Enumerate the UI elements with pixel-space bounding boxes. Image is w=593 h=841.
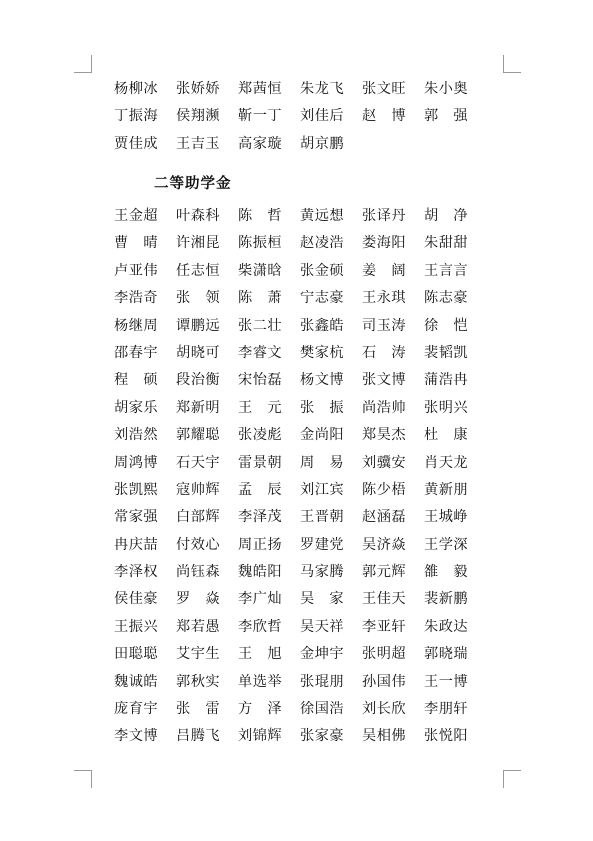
crop-mark-bottom-left-vertical [91, 770, 92, 788]
name-entry: 黄新朋 [424, 481, 469, 498]
name-entry: 张 雷 [176, 701, 221, 718]
crop-mark-bottom-right-vertical [503, 770, 504, 788]
name-entry: 王学深 [424, 536, 469, 553]
name-entry: 杨继周 [114, 317, 159, 334]
first-name-list [114, 76, 484, 158]
name-entry: 张 振 [300, 399, 345, 416]
second-prize-name-list [114, 203, 484, 751]
name-entry: 郭 强 [424, 108, 469, 125]
name-entry: 娄海阳 [362, 235, 407, 252]
name-entry: 陈少梧 [362, 481, 407, 498]
name-entry: 张金硕 [300, 262, 345, 279]
name-entry: 张二壮 [238, 317, 283, 334]
crop-mark-bottom-left-horizontal [74, 770, 92, 771]
name-entry: 张凌彪 [238, 427, 283, 444]
name-entry: 单选举 [238, 673, 283, 690]
name-entry: 王永琪 [362, 290, 407, 307]
name-entry: 吴 家 [300, 591, 345, 608]
name-entry: 裴韬凯 [424, 344, 469, 361]
name-entry: 郭晓瑞 [424, 646, 469, 663]
name-entry: 裴新鹏 [424, 591, 469, 608]
name-entry: 胡京鹏 [300, 135, 345, 152]
name-entry: 张娇娇 [176, 81, 221, 97]
name-entry: 宁志豪 [300, 290, 345, 307]
name-entry: 郑新明 [176, 399, 221, 416]
name-entry: 蒲浩冉 [424, 372, 469, 389]
name-entry: 杜 康 [424, 427, 469, 444]
name-entry: 孙国伟 [362, 673, 407, 690]
name-entry: 张家豪 [300, 728, 345, 745]
name-entry: 张凯熙 [114, 481, 159, 498]
name-entry: 赵 博 [362, 108, 407, 125]
second-prize-heading: 二等助学金 [154, 176, 232, 192]
name-entry: 郑昊杰 [362, 427, 407, 444]
name-entry: 李广灿 [238, 591, 283, 608]
name-entry: 陈振桓 [238, 235, 283, 252]
name-entry: 柴潇晗 [238, 262, 283, 279]
name-entry: 张悦阳 [424, 728, 469, 745]
name-entry: 刘长欣 [362, 701, 407, 718]
name-entry: 王佳天 [362, 591, 407, 608]
name-entry: 周 易 [300, 454, 345, 471]
name-entry: 张文博 [362, 372, 407, 389]
name-entry: 王城峥 [424, 509, 469, 526]
name-entry: 陈 哲 [238, 208, 283, 224]
name-entry: 司玉涛 [362, 317, 407, 334]
crop-mark-top-right-horizontal [503, 72, 521, 73]
name-entry: 常家强 [114, 509, 159, 526]
name-entry: 许湘昆 [176, 235, 221, 252]
name-entry: 尚浩帅 [362, 399, 407, 416]
name-entry: 刘江宾 [300, 481, 345, 498]
name-entry: 任志恒 [176, 262, 221, 279]
name-entry: 王 元 [238, 399, 283, 416]
name-entry: 徐国浩 [300, 701, 345, 718]
name-entry: 赵凌浩 [300, 235, 345, 252]
crop-mark-top-left-horizontal [74, 72, 92, 73]
name-entry: 魏诚皓 [114, 673, 159, 690]
name-entry: 胡家乐 [114, 399, 159, 416]
name-entry: 贾佳成 [114, 135, 159, 152]
name-entry: 周鸿博 [114, 454, 159, 471]
name-entry: 张文旺 [362, 81, 407, 97]
name-entry: 张明超 [362, 646, 407, 663]
name-entry: 赵涵磊 [362, 509, 407, 526]
name-entry: 朱甜甜 [424, 235, 469, 252]
name-entry: 付效心 [176, 536, 221, 553]
name-entry: 王吉玉 [176, 135, 221, 152]
name-entry: 王言言 [424, 262, 469, 279]
name-entry: 冉庆喆 [114, 536, 159, 553]
name-entry: 丁振海 [114, 108, 159, 125]
name-entry: 艾宇生 [176, 646, 221, 663]
name-entry: 陈 萧 [238, 290, 283, 307]
name-entry: 王一博 [424, 673, 469, 690]
name-entry: 田聪聪 [114, 646, 159, 663]
name-entry: 周正扬 [238, 536, 283, 553]
name-entry: 李亚轩 [362, 618, 407, 635]
name-entry: 樊家杭 [300, 344, 345, 361]
name-entry: 孟 辰 [238, 481, 283, 498]
name-entry: 雒 毅 [424, 564, 469, 581]
name-entry: 雷景朝 [238, 454, 283, 471]
name-entry: 尚钰森 [176, 564, 221, 581]
name-entry: 高家璇 [238, 135, 283, 152]
name-entry: 朱小奥 [424, 81, 469, 97]
name-entry: 郑茜恒 [238, 81, 283, 97]
name-entry: 李欣哲 [238, 618, 283, 635]
name-entry: 方 泽 [238, 701, 283, 718]
name-entry: 庞育宇 [114, 701, 159, 718]
name-entry: 吴相佛 [362, 728, 407, 745]
name-entry: 朱龙飞 [300, 81, 345, 97]
name-entry: 黄远想 [300, 208, 345, 224]
name-entry: 陈志豪 [424, 290, 469, 307]
name-entry: 曹 晴 [114, 235, 159, 252]
name-entry: 金坤宇 [300, 646, 345, 663]
crop-mark-bottom-right-horizontal [503, 770, 521, 771]
name-entry: 叶森科 [176, 208, 221, 224]
name-entry: 刘浩然 [114, 427, 159, 444]
name-entry: 罗 焱 [176, 591, 221, 608]
name-entry: 杨柳冰 [114, 81, 159, 97]
name-entry: 朱政达 [424, 618, 469, 635]
name-entry: 刘骥安 [362, 454, 407, 471]
name-entry: 张 领 [176, 290, 221, 307]
name-entry: 宋怡磊 [238, 372, 283, 389]
name-entry: 肖天龙 [424, 454, 469, 471]
name-entry: 石天宇 [176, 454, 221, 471]
name-entry: 吴天祥 [300, 618, 345, 635]
name-entry: 姜 阔 [362, 262, 407, 279]
name-entry: 张鑫皓 [300, 317, 345, 334]
name-entry: 王金超 [114, 208, 159, 224]
name-entry: 郭秋实 [176, 673, 221, 690]
name-entry: 李泽权 [114, 564, 159, 581]
name-entry: 李浩奇 [114, 290, 159, 307]
name-entry: 张译丹 [362, 208, 407, 224]
name-entry: 郑若愚 [176, 618, 221, 635]
name-entry: 谭鹏远 [176, 317, 221, 334]
name-entry: 邵春宇 [114, 344, 159, 361]
name-entry: 靳一丁 [238, 108, 283, 125]
name-entry: 罗建党 [300, 536, 345, 553]
name-entry: 吴济焱 [362, 536, 407, 553]
name-entry: 李朋轩 [424, 701, 469, 718]
name-entry: 李泽茂 [238, 509, 283, 526]
name-entry: 寇帅辉 [176, 481, 221, 498]
crop-mark-top-left-vertical [91, 55, 92, 73]
name-entry: 郭元辉 [362, 564, 407, 581]
name-entry: 石 涛 [362, 344, 407, 361]
name-entry: 侯佳豪 [114, 591, 159, 608]
crop-mark-top-right-vertical [503, 55, 504, 73]
name-entry: 马家腾 [300, 564, 345, 581]
name-entry: 侯翔濒 [176, 108, 221, 125]
name-entry: 郭耀聪 [176, 427, 221, 444]
name-entry: 金尚阳 [300, 427, 345, 444]
name-entry: 王 旭 [238, 646, 283, 663]
name-entry: 张明兴 [424, 399, 469, 416]
name-entry: 王振兴 [114, 618, 159, 635]
name-entry: 白部辉 [176, 509, 221, 526]
name-entry: 张琨朋 [300, 673, 345, 690]
name-entry: 胡晓可 [176, 344, 221, 361]
name-entry: 卢亚伟 [114, 262, 159, 279]
name-entry: 杨文博 [300, 372, 345, 389]
name-entry: 胡 净 [424, 208, 469, 224]
name-entry: 李睿文 [238, 344, 283, 361]
name-entry: 王晋朝 [300, 509, 345, 526]
name-entry: 徐 恺 [424, 317, 469, 334]
name-entry: 程 硕 [114, 372, 159, 389]
name-entry: 魏皓阳 [238, 564, 283, 581]
name-entry: 刘佳后 [300, 108, 345, 125]
name-entry: 刘锦辉 [238, 728, 283, 745]
name-entry: 段治衡 [176, 372, 221, 389]
name-entry: 李文博 [114, 728, 159, 745]
name-entry: 吕腾飞 [176, 728, 221, 745]
